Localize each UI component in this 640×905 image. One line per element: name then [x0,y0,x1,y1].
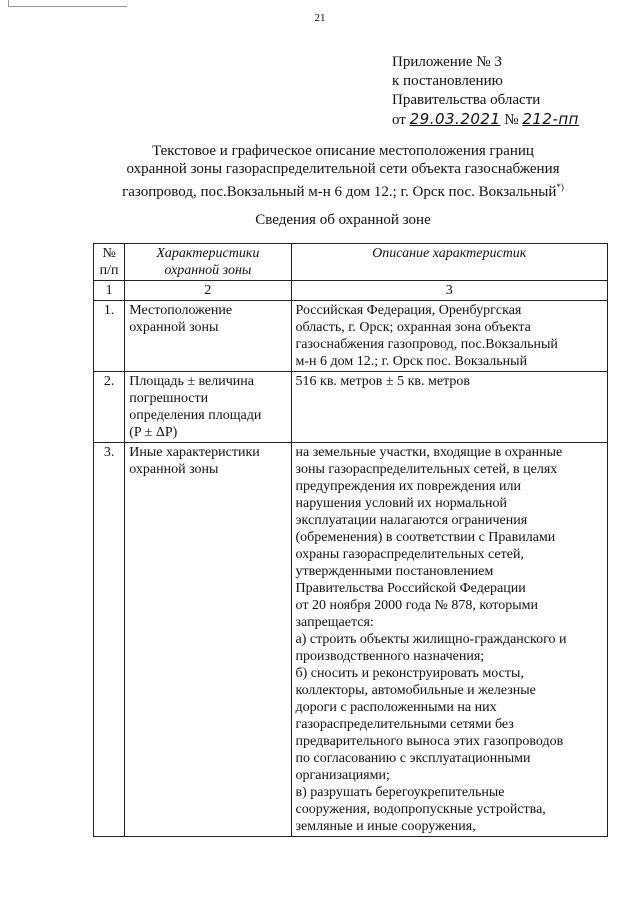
cell-line: Местоположение [129,303,233,318]
cell-line: эксплуатации налагаются ограничения [295,513,528,528]
table-row [94,443,608,837]
cell-line: запрещается: [295,615,374,630]
cell-line: 516 кв. метров ± 5 кв. метров [295,374,470,389]
cell-line: (P ± ΔP) [129,425,178,440]
handwritten-date: 29.03.2021 [409,110,501,128]
cell-line: предварительного выноса этих газопроводов [295,734,564,749]
cell-line: б) сносить и реконструировать мосты, [295,666,524,681]
cell-line: Площадь ± величина [129,374,254,389]
cell-line: от 20 ноября 2000 года № 878, которыми [295,598,538,613]
cell-line: погрешности [129,391,209,406]
index-cell: 3 [291,281,607,301]
row-number: 1. [94,301,125,372]
table-row [94,372,608,443]
header-char-line: Характеристики [156,246,260,261]
row-characteristic [125,301,291,372]
row-description [291,372,607,443]
cell-line: газораспределительными сетями без [295,717,514,732]
header-num-line: № [102,246,116,261]
cell-line: определения площади [129,408,262,423]
cell-line: Иные характеристики [129,445,260,460]
title-line: охранной зоны газораспределительной сети объекта газоснабжения [126,161,560,177]
title-line-text: газопровод, пос.Вокзальный м-н 6 дом 12.; г. Орск пос. Вокзальный [122,184,557,200]
cell-line: газоснабжения газопровод, пос.Вокзальный [295,337,558,352]
number-prefix: № [504,112,519,128]
cell-line: охранной зоны [129,320,219,335]
row-number: 3. [94,443,125,837]
header-char-line: охранной зоны [164,263,252,278]
cell-line: сооружения, водопропускные устройства, [295,802,546,817]
table-index-row [94,281,608,301]
cell-line: охранной зоны [129,462,219,477]
cell-line: охраны газораспределительных сетей, [295,547,524,562]
row-number: 2. [94,372,125,443]
title-line: Текстовое и графическое описание местоположения границ [152,143,534,159]
cell-line: по согласованию с эксплуатационными [295,751,531,766]
title-line [100,178,586,201]
appendix-line: к постановлению [392,73,503,89]
page-number: 21 [314,12,326,24]
section-subtitle: Сведения об охранной зоне [255,212,431,228]
cell-line: область, г. Орск; охранная зона объекта [295,320,531,335]
cell-line: предупреждения их повреждения или [295,479,522,494]
table-row [94,301,608,372]
appendix-line: Правительства области [392,92,541,108]
table-header-row [94,244,608,281]
cell-line: (обременения) в соответствии с Правилами [295,530,556,545]
date-prefix: от [392,112,406,128]
cell-line: Российская Федерация, Оренбургская [295,303,522,318]
header-num-line: п/п [99,263,119,278]
cell-line: земляные и иные сооружения, [295,819,476,834]
cell-line: м-н 6 дом 12.; г. Орск пос. Вокзальный [295,354,528,369]
cell-line: в) разрушать берегоукрепительные [295,785,505,800]
cell-line: коллекторы, автомобильные и железные [295,683,536,698]
row-characteristic [125,443,291,837]
header-description: Описание характеристик [291,244,607,281]
scan-corner-mark [8,0,127,7]
cell-line: на земельные участки, входящие в охранные [295,445,563,460]
cell-line: организациями; [295,768,390,783]
cell-line: Правительства Российской Федерации [295,581,526,596]
cell-line: нарушения условий их нормальной [295,496,507,511]
appendix-block [392,53,632,130]
cell-line: зоны газораспределительных сетей, в целях [295,462,558,477]
row-description [291,301,607,372]
cell-line: дороги с расположенными на них [295,700,497,715]
index-cell: 2 [125,281,291,301]
index-cell: 1 [94,281,125,301]
row-description [291,443,607,837]
header-characteristics [125,244,291,281]
handwritten-number: 212-пп [522,110,579,128]
footnote-mark: *) [556,182,564,192]
header-num [94,244,125,281]
cell-line: утвержденными постановлением [295,564,494,579]
cell-line: а) строить объекты жилищно-гражданского и [295,632,567,647]
appendix-date-line [392,110,632,130]
zone-info-table [93,243,608,837]
cell-line: производственного назначения; [295,649,485,664]
document-title [100,142,586,201]
appendix-line: Приложение № 3 [392,54,502,70]
row-characteristic [125,372,291,443]
